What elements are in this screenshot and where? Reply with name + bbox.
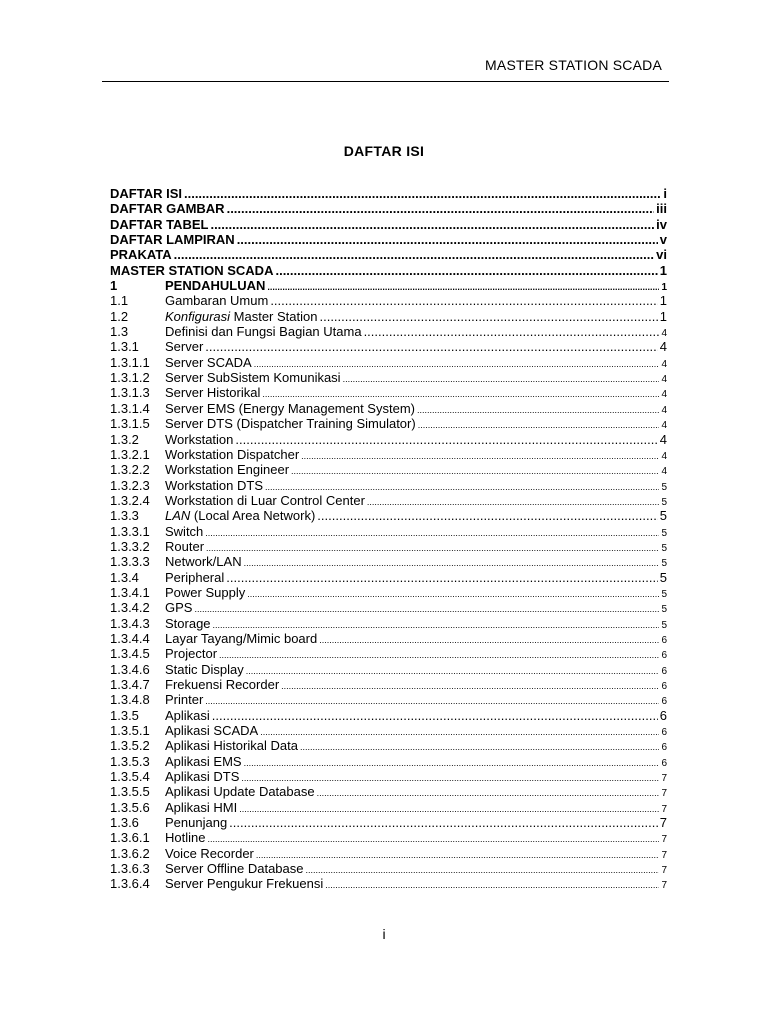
toc-dot-leader [260,725,659,738]
toc-entry-title [165,447,299,462]
toc-dot-leader [212,708,658,723]
toc-entry[interactable] [110,478,667,493]
toc-entry[interactable] [110,585,667,600]
toc-entry-number: 1.3.5.4 [110,769,150,785]
toc-entry[interactable] [110,754,667,769]
toc-dot-leader [343,372,660,385]
toc-dot-leader [301,449,659,462]
toc-entry-title [165,339,203,354]
toc-entry-page: 4 [661,358,667,370]
toc-entry-page: 7 [661,803,667,815]
toc-dot-leader [205,526,659,539]
toc-entry[interactable] [110,247,667,262]
toc-entry-title-text: Definisi dan Fungsi Bagian Utama [165,324,362,340]
toc-dot-leader [319,633,659,646]
toc-entry-title-text: Aplikasi EMS [165,753,242,769]
toc-entry-number: 1.3.6.1 [110,830,150,846]
page-title: DAFTAR ISI [343,143,425,159]
toc-entry-title-text: Power Supply [165,584,246,600]
toc-entry-title-text: Aplikasi Historikal Data [165,738,298,754]
toc-entry-title-text: Server SubSistem Komunikasi [165,370,341,386]
toc-entry[interactable] [110,508,667,523]
toc-entry-page: 4 [661,374,667,386]
toc-entry[interactable] [110,524,667,539]
toc-entry-title-text: Aplikasi DTS [165,769,240,785]
table-of-contents [110,186,667,892]
toc-entry-page: 6 [661,696,667,708]
toc-entry-page: 5 [661,527,667,539]
toc-entry-page: 1 [659,293,667,309]
toc-entry-title: DAFTAR ISI [110,186,182,201]
toc-entry-title-text: Server Historikal [165,385,261,401]
toc-entry-number: 1.3.4.6 [110,661,150,677]
toc-dot-leader [174,247,655,262]
toc-entry-page: 5 [659,508,667,524]
toc-entry-page: 5 [661,481,667,493]
toc-entry-title [165,646,217,661]
toc-entry-page: 7 [661,834,667,846]
toc-entry-page: 4 [661,389,667,401]
toc-entry-title-text: Voice Recorder [165,845,254,861]
toc-entry[interactable] [110,432,667,447]
toc-entry[interactable] [110,309,667,324]
toc-entry-title [165,324,362,339]
toc-entry-title-text: Server DTS (Dispatcher Training Simulator) [165,416,416,432]
toc-entry-title-text: Layar Tayang/Mimic board [165,630,318,646]
toc-entry[interactable] [110,324,667,339]
toc-entry[interactable] [110,830,667,845]
toc-entry-title-text: Server Offline Database [165,861,304,877]
toc-entry-page: 1 [659,308,667,324]
header-rule [102,81,669,82]
toc-entry-title [165,861,304,876]
toc-entry-number: 1.3.3.1 [110,523,150,539]
toc-entry-title [165,769,239,784]
toc-entry-title-text: Aplikasi [165,707,210,723]
toc-entry-title-text: Server Pengukur Frekuensi [165,876,324,892]
toc-entry-title-text: Server [165,339,204,355]
toc-entry-title-text: Printer [165,692,204,708]
toc-entry-title [165,370,341,385]
toc-entry-title-italic: LAN [165,508,191,524]
toc-entry[interactable] [110,401,667,416]
toc-entry-number: 1.3.4.4 [110,630,150,646]
toc-dot-leader [227,201,655,216]
toc-entry[interactable] [110,462,667,477]
toc-entry-page: 5 [661,558,667,570]
toc-entry-number: 1.2 [110,308,129,324]
toc-entry-page: 6 [661,650,667,662]
toc-dot-leader [367,495,660,508]
toc-entry-title [165,385,260,400]
toc-entry[interactable] [110,217,667,232]
toc-entry-page: vi [656,247,667,263]
toc-entry-page: 4 [661,466,667,478]
toc-entry-title [165,738,298,753]
toc-entry-number: 1.3.1.5 [110,416,150,432]
toc-entry[interactable] [110,539,667,554]
toc-entry-title-text: Projector [165,646,218,662]
toc-entry-page: iv [656,216,667,232]
toc-entry[interactable] [110,447,667,462]
toc-entry-title-text: Peripheral [165,569,225,585]
toc-entry-title [165,462,289,477]
toc-dot-leader [226,570,658,585]
toc-entry-page: iii [656,201,667,217]
toc-entry-title [165,662,244,677]
toc-entry[interactable] [110,416,667,431]
toc-entry-title [165,355,252,370]
toc-dot-leader [291,464,659,477]
toc-dot-leader [364,324,660,339]
toc-entry-title [165,600,192,615]
toc-dot-leader [317,508,657,523]
toc-entry-number: 1.3.5 [110,707,139,723]
toc-entry-page: 6 [661,742,667,754]
toc-entry-title-text: Server SCADA [165,354,252,370]
toc-dot-leader [219,648,659,661]
toc-entry-title: MASTER STATION SCADA [110,262,274,278]
toc-entry-title-text: Hotline [165,830,206,846]
toc-entry-title-text: Workstation [165,431,234,447]
toc-entry[interactable] [110,662,667,677]
toc-entry-title [165,830,205,845]
toc-dot-leader [254,357,660,370]
toc-entry-page: 4 [661,328,667,340]
toc-entry-page: 1 [659,262,667,278]
toc-entry[interactable] [110,201,667,216]
toc-entry-number: 1.3.4.5 [110,646,150,662]
toc-entry-title [165,800,237,815]
toc-entry-title: PRAKATA [110,247,172,263]
toc-entry[interactable] [110,278,667,293]
toc-entry-title-text: Server EMS (Energy Management System) [165,400,415,416]
toc-entry-page: 6 [661,757,667,769]
toc-entry-page: 7 [661,773,667,785]
toc-entry-page: 6 [661,634,667,646]
toc-dot-leader [270,293,657,308]
toc-entry[interactable] [110,769,667,784]
toc-dot-leader [237,232,658,247]
toc-entry-page: 4 [661,450,667,462]
toc-dot-leader [229,815,658,830]
toc-entry[interactable] [110,600,667,615]
toc-entry-number: 1.3.5.2 [110,738,150,754]
toc-entry-number: 1.3.2.1 [110,446,150,462]
toc-entry-title: DAFTAR LAMPIRAN [110,232,235,248]
toc-entry-title [165,708,210,723]
toc-entry[interactable] [110,616,667,631]
toc-entry[interactable] [110,631,667,646]
toc-dot-leader [194,602,659,615]
toc-entry-number: 1.3.3.3 [110,554,150,570]
toc-entry[interactable] [110,339,667,354]
toc-entry-number: 1.3.4 [110,569,139,585]
toc-entry-title [165,432,233,447]
toc-entry-title [165,416,416,431]
toc-entry-title [165,293,268,308]
toc-entry-title-italic: Konfigurasi [165,308,231,324]
toc-dot-leader [241,771,659,784]
toc-entry-number: 1.3.4.8 [110,692,150,708]
toc-dot-leader [262,387,659,400]
toc-entry-page: i [663,186,667,201]
toc-entry-title [165,508,315,523]
toc-entry[interactable] [110,708,667,723]
toc-dot-leader [210,217,654,232]
toc-entry-title [165,876,323,891]
toc-entry[interactable] [110,355,667,370]
toc-entry-title-text: Workstation Engineer [165,462,290,478]
toc-entry[interactable] [110,677,667,692]
toc-entry-number: 1.3.5.3 [110,753,150,769]
toc-entry-number: 1.3.1.4 [110,400,150,416]
toc-entry[interactable] [110,738,667,753]
toc-entry-page: 5 [661,604,667,616]
toc-dot-leader [300,740,660,753]
toc-entry[interactable] [110,861,667,876]
toc-dot-leader [235,432,657,447]
toc-entry-title [165,616,211,631]
toc-entry-number: 1.3.4.3 [110,615,150,631]
toc-entry[interactable] [110,784,667,799]
running-header: MASTER STATION SCADA [485,57,662,73]
toc-dot-leader [205,694,659,707]
toc-entry-page: 5 [661,619,667,631]
toc-entry-title-text: Router [165,538,205,554]
toc-entry-number: 1.3.1.1 [110,354,150,370]
toc-entry-number: 1.3.5.1 [110,723,150,739]
toc-entry-page: 4 [661,404,667,416]
toc-entry-title-text: Switch [165,523,204,539]
toc-entry[interactable] [110,815,667,830]
toc-entry-title-text: Workstation Dispatcher [165,446,300,462]
toc-entry[interactable] [110,646,667,661]
toc-entry-title-text: Penunjang [165,815,228,831]
toc-entry-title-text: Storage [165,615,211,631]
toc-entry-title-text: Workstation DTS [165,477,264,493]
toc-entry-title [165,784,315,799]
toc-entry-page: 7 [661,865,667,877]
toc-entry-title [165,585,245,600]
toc-entry-title [165,754,242,769]
toc-entry-number: 1.3.4.7 [110,677,150,692]
toc-entry-page: 1 [661,282,667,294]
toc-dot-leader [205,339,657,354]
toc-entry-title [165,539,204,554]
toc-entry-title-text: Aplikasi Update Database [165,784,315,800]
toc-entry-title-text: (Local Area Network) [190,508,316,524]
toc-entry-number: 1.3.6.4 [110,876,150,892]
toc-entry-number: 1.3.2.3 [110,477,150,493]
toc-entry-title [165,401,415,416]
toc-entry-page: 5 [661,588,667,600]
toc-entry-title: DAFTAR TABEL [110,216,209,232]
toc-entry-number: 1.3.2.2 [110,462,150,478]
toc-entry-title-text: Aplikasi HMI [165,799,238,815]
toc-entry-title [165,631,317,646]
toc-entry[interactable] [110,293,667,308]
toc-entry-page: 4 [659,339,667,355]
toc-entry-title [165,677,279,692]
page-number: i [382,926,386,942]
toc-entry-page: 5 [661,542,667,554]
toc-entry-title [165,723,258,738]
toc-dot-leader [275,263,657,278]
toc-dot-leader [265,480,659,493]
toc-dot-leader [417,403,659,416]
toc-entry-title [165,278,265,293]
toc-entry-page: 7 [659,815,667,831]
toc-entry[interactable] [110,385,667,400]
toc-entry-page: v [659,232,667,248]
toc-entry-title-text: PENDAHULUAN [165,278,266,294]
toc-entry[interactable] [110,186,667,201]
toc-entry-number: 1.3.6.3 [110,861,150,877]
toc-entry-title [165,309,317,324]
toc-dot-leader [418,418,660,431]
toc-dot-leader [244,756,660,769]
toc-dot-leader [206,541,659,554]
toc-dot-leader [281,679,659,692]
toc-entry-number: 1.3.5.6 [110,799,150,815]
toc-dot-leader [247,587,659,600]
toc-entry-number: 1.3.3 [110,508,139,524]
toc-entry-title-text: Master Station [230,308,318,324]
toc-dot-leader [256,848,660,861]
toc-dot-leader [213,618,660,631]
toc-entry[interactable] [110,370,667,385]
toc-entry[interactable] [110,493,667,508]
toc-entry-page: 7 [661,788,667,800]
toc-entry[interactable] [110,554,667,569]
toc-entry-page: 6 [661,665,667,677]
toc-entry-title [165,524,203,539]
toc-entry-page: 6 [661,727,667,739]
toc-entry-title [165,478,263,493]
toc-entry-number: 1.3.1 [110,339,139,355]
toc-dot-leader [239,802,659,815]
toc-dot-leader [267,280,659,293]
toc-dot-leader [317,786,660,799]
toc-entry-title [165,493,365,508]
toc-entry-number: 1.3.4.2 [110,600,150,616]
toc-entry[interactable] [110,723,667,738]
toc-entry-title-text: Frekuensi Recorder [165,677,280,692]
toc-entry[interactable] [110,692,667,707]
toc-entry-page: 4 [661,420,667,432]
toc-entry-title [165,846,254,861]
toc-entry-title-text: GPS [165,600,193,616]
toc-entry-page: 6 [661,681,667,692]
toc-entry-number: 1.3.6.2 [110,845,150,861]
toc-entry-number: 1.3.2.4 [110,492,150,508]
toc-entry-title-text: Static Display [165,661,244,677]
toc-dot-leader [306,863,660,876]
toc-dot-leader [246,664,660,677]
toc-entry-number: 1.3.2 [110,431,139,447]
toc-dot-leader [319,309,657,324]
toc-entry-title-text: Aplikasi SCADA [165,723,259,739]
toc-dot-leader [207,832,659,845]
toc-entry-page: 7 [661,849,667,861]
toc-entry-title-text: Gambaran Umum [165,293,269,309]
toc-entry-number: 1 [110,278,118,294]
toc-entry[interactable] [110,846,667,861]
toc-entry-title-text: Workstation di Luar Control Center [165,492,365,508]
toc-entry-page: 6 [659,707,667,723]
toc-dot-leader [244,556,660,569]
toc-entry-number: 1.3.1.3 [110,385,150,401]
toc-entry-page: 5 [661,496,667,508]
toc-entry-number: 1.1 [110,293,129,309]
toc-entry[interactable] [110,800,667,815]
toc-entry-page: 4 [659,431,667,447]
toc-entry-page: 7 [661,880,667,892]
toc-entry-title [165,554,242,569]
toc-entry-title [165,570,224,585]
toc-entry-title: DAFTAR GAMBAR [110,201,225,217]
toc-dot-leader [184,186,661,201]
toc-entry-number: 1.3.6 [110,815,139,831]
toc-entry-number: 1.3.5.5 [110,784,150,800]
toc-entry-number: 1.3 [110,324,129,340]
toc-entry[interactable] [110,570,667,585]
toc-dot-leader [325,878,659,891]
toc-entry-title [165,692,203,707]
toc-entry[interactable] [110,232,667,247]
toc-entry[interactable] [110,876,667,891]
toc-entry-number: 1.3.1.2 [110,370,150,386]
toc-entry-title-text: Network/LAN [165,554,242,570]
toc-entry[interactable] [110,263,667,278]
toc-entry-number: 1.3.4.1 [110,584,150,600]
toc-entry-page: 5 [659,569,667,585]
toc-entry-title [165,815,227,830]
toc-entry-number: 1.3.3.2 [110,538,150,554]
